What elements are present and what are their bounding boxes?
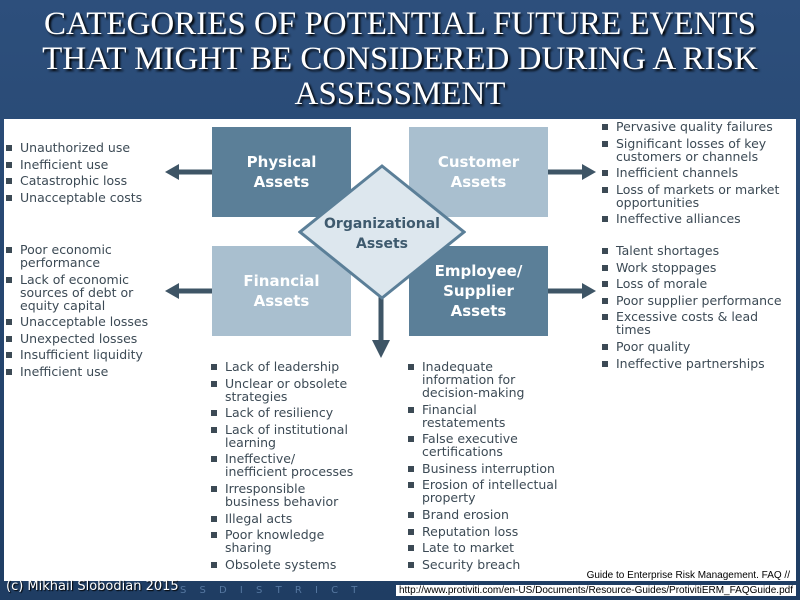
list-item: Security breach <box>408 558 558 571</box>
list-item: Brand erosion <box>408 508 558 521</box>
list-item: Poor supplier performance <box>602 294 796 307</box>
list-item: Unexpected losses <box>6 332 166 345</box>
list-item: Unclear or obsolete strategies <box>211 377 361 403</box>
list-item: Erosion of intellectual property <box>408 478 558 504</box>
list-item: Inadequate information for decision-making <box>408 360 558 399</box>
list-item: Obsolete systems <box>211 558 361 571</box>
author-credit: (c) Mikhail Slobodian 2015 <box>6 579 179 594</box>
organizational-assets-label <box>298 214 466 254</box>
list-item: Talent shortages <box>602 244 796 257</box>
list-item: Ineffective partnerships <box>602 357 796 370</box>
list-item: Unacceptable losses <box>6 315 166 328</box>
employee-assets-label-1: Employee/ <box>434 262 523 280</box>
list-item: Unauthorized use <box>6 141 166 154</box>
source-url: http://www.protiviti.com/en-US/Documents/Resource-Guides/ProtivitiERM_FAQGuide.pdf <box>396 585 796 596</box>
arrow-right-bottom <box>548 282 596 300</box>
center-label-2: Assets <box>355 236 409 252</box>
organizational-risks-list-right <box>408 360 558 574</box>
list-item: Loss of markets or market opportunities <box>602 183 794 209</box>
physical-assets-label-2: Assets <box>253 173 310 191</box>
list-item: Poor economic performance <box>6 243 166 269</box>
list-item: Ineffective alliances <box>602 212 794 225</box>
list-item: Significant losses of key customers or channels <box>602 137 794 163</box>
physical-assets-label-1: Physical <box>246 153 317 171</box>
list-item: Lack of resiliency <box>211 406 361 419</box>
list-item: Lack of economic sources of debt or equity capital <box>6 273 166 312</box>
arrow-left-bottom <box>165 282 213 300</box>
list-item: Lack of institutional learning <box>211 423 361 449</box>
list-item: Excessive costs & lead times <box>602 310 796 336</box>
employee-assets-label-3: Assets <box>450 302 507 320</box>
list-item: Financial restatements <box>408 403 558 429</box>
list-item: Reputation loss <box>408 525 558 538</box>
employee-risks-list <box>602 244 796 373</box>
list-item: Irresponsible business behavior <box>211 482 361 508</box>
list-item: Late to market <box>408 541 558 554</box>
list-item: Inefficient channels <box>602 166 794 179</box>
customer-assets-label-1: Customer <box>437 153 520 171</box>
list-item: Inefficient use <box>6 158 166 171</box>
list-item: Illegal acts <box>211 512 361 525</box>
list-item: Lack of leadership <box>211 360 361 373</box>
arrow-left-top <box>165 163 213 181</box>
list-item: False executive certifications <box>408 432 558 458</box>
list-item: Work stoppages <box>602 261 796 274</box>
source-citation: Guide to Enterprise Risk Management. FAQ // <box>586 570 790 581</box>
arrow-right-top <box>548 163 596 181</box>
slide-title: CATEGORIES OF POTENTIAL FUTURE EVENTS THAT MIGHT BE CONSIDERED DURING A RISK ASSESSMENT <box>42 5 758 112</box>
list-item: Pervasive quality failures <box>602 120 794 133</box>
financial-assets-label-1: Financial <box>243 272 320 290</box>
list-item: Poor quality <box>602 340 796 353</box>
physical-risks-list <box>6 141 166 207</box>
list-item: Inefficient use <box>6 365 166 378</box>
employee-assets-label-2: Supplier <box>443 282 514 300</box>
arrow-down <box>371 296 391 358</box>
list-item: Loss of morale <box>602 277 796 290</box>
financial-assets-label-2: Assets <box>253 292 310 310</box>
list-item: Catastrophic loss <box>6 174 166 187</box>
watermark-text: S S D I S T R I C T <box>180 585 363 596</box>
customer-assets-label-2: Assets <box>450 173 507 191</box>
center-label-1: Organizational <box>324 216 440 232</box>
list-item: Ineffective/ inefficient processes <box>211 452 361 478</box>
list-item: Poor knowledge sharing <box>211 528 361 554</box>
financial-risks-list <box>6 243 166 382</box>
list-item: Unacceptable costs <box>6 191 166 204</box>
organizational-risks-list-left <box>211 360 361 574</box>
list-item: Insufficient liquidity <box>6 348 166 361</box>
list-item: Business interruption <box>408 462 558 475</box>
customer-risks-list <box>602 120 794 229</box>
